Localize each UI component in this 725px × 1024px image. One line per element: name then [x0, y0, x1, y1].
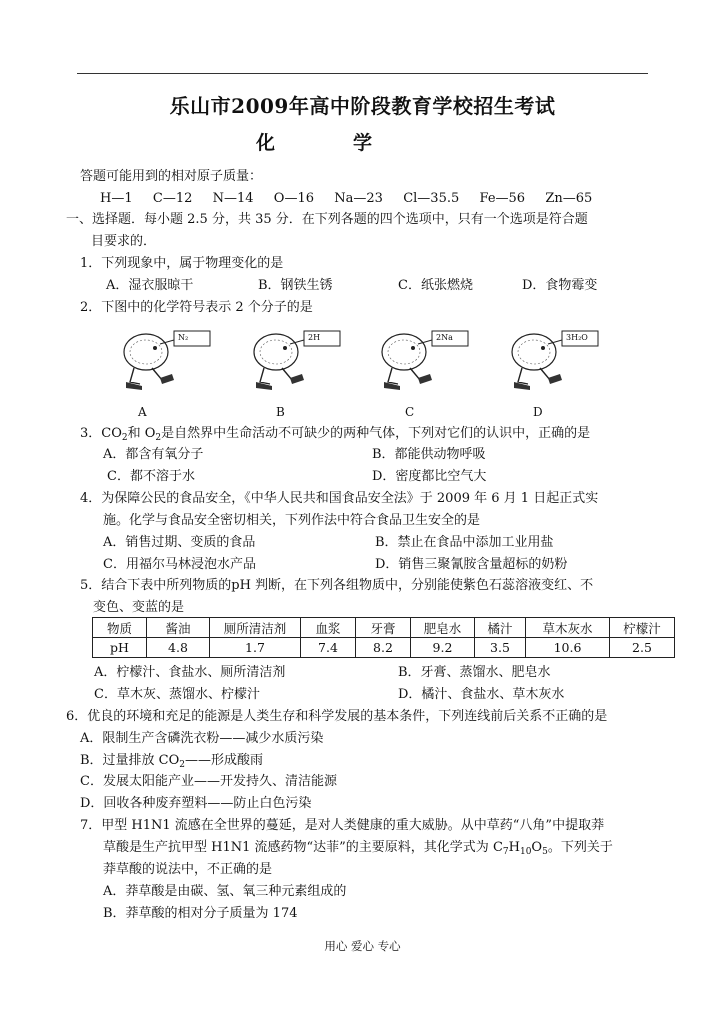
figure-label: B — [276, 405, 285, 419]
subject-char-1: 化 — [256, 132, 276, 154]
exam-title: 乐山市2009年高中阶段教育学校招生考试 — [169, 94, 556, 118]
figure-label: C — [405, 405, 415, 419]
question-6-stem: 6．优良的环境和充足的能源是人类生存和科学发展的基本条件，下列连线前后关系不正确的是 — [66, 709, 608, 724]
section-1-instructions-cont: 目要求的． — [91, 234, 157, 249]
cartoon-figure — [378, 328, 488, 394]
cartoon-character-icon — [378, 328, 488, 394]
question-5-stem: 5．结合下表中所列物质的pH 判断，在下列各组物质中，分别能使紫色石蕊溶液变红、不 — [80, 578, 594, 593]
figure-label: A — [138, 405, 147, 419]
table-cell: 肥皂水 — [411, 618, 475, 638]
question-6-option-a: A．限制生产含磷洗衣粉——减少水质污染 — [80, 731, 324, 746]
question-1-option-a: A．湿衣服晾干 — [106, 278, 194, 293]
question-1-stem: 1．下列现象中，属于物理变化的是 — [80, 256, 284, 271]
question-1-option-d: D．食物霉变 — [522, 278, 598, 293]
atomic-mass-intro: 答题可能用到的相对原子质量： — [80, 169, 263, 184]
section-1-instructions: 一、选择题．每小题 2.5 分，共 35 分．在下列各题的四个选项中，只有一个选项是符合题 — [66, 212, 588, 227]
cartoon-figure — [250, 328, 360, 394]
question-5-stem-cont: 变色、变蓝的是 — [93, 600, 185, 615]
question-4-option-d: D．销售三聚氰胺含量超标的奶粉 — [375, 557, 568, 572]
table-cell: pH — [93, 638, 147, 658]
subject-char-2: 学 — [353, 132, 373, 154]
question-4-option-c: C．用福尔马林浸泡水产品 — [103, 557, 256, 572]
table-row — [93, 618, 675, 638]
cartoon-character-icon — [120, 328, 230, 394]
question-1-option-b: B．钢铁生锈 — [258, 278, 333, 293]
question-6-option-d: D．回收各种废弃塑料——防止白色污染 — [80, 796, 312, 811]
question-4-option-b: B．禁止在食品中添加工业用盐 — [375, 535, 554, 550]
cartoon-figure — [120, 328, 230, 394]
question-5-option-d: D．橘汁、食盐水、草木灰水 — [398, 687, 565, 702]
question-3-stem: 3．$CO_2$和 $O_2$是自然界中生命活动不可缺少的两种气体，下列对它们的认识中，正确的是 — [80, 426, 591, 443]
question-7-stem-cont: 草酸是生产抗甲型 H1N1 流感药物“达菲”的主要原料，其化学式为 $C_7H_{10}O_5$。下列关于 — [103, 840, 613, 857]
table-cell: 橘汁 — [475, 618, 526, 638]
figure-label: D — [533, 405, 543, 419]
speech-bubble-text: 3H₂O — [566, 333, 588, 342]
question-4-stem-cont: 施。化学与食品安全密切相关，下列作法中符合食品卫生安全的是 — [103, 513, 481, 528]
table-cell: 4.8 — [147, 638, 210, 658]
cartoon-character-icon — [250, 328, 360, 394]
speech-bubble-text: 2Na — [436, 333, 453, 342]
top-rule — [77, 73, 648, 74]
table-cell: 10.6 — [526, 638, 610, 658]
question-7-option-a: A．莽草酸是由碳、氢、氧三种元素组成的 — [103, 884, 347, 899]
cartoon-figure — [508, 328, 618, 394]
table-cell: 酱油 — [147, 618, 210, 638]
question-1-option-c: C．纸张燃烧 — [398, 278, 473, 293]
cartoon-character-icon — [508, 328, 618, 394]
table-cell: 柠檬汁 — [610, 618, 675, 638]
table-cell: 物质 — [93, 618, 147, 638]
table-cell: 厕所清洁剂 — [210, 618, 301, 638]
question-7-stem-cont-2: 莽草酸的说法中，不正确的是 — [103, 862, 273, 877]
question-3-option-a: A．都含有氧分子 — [103, 447, 204, 462]
question-3-option-b: B．都能供动物呼吸 — [372, 447, 486, 462]
question-5-option-b: B．牙膏、蒸馏水、肥皂水 — [398, 665, 551, 680]
ph-table — [92, 617, 675, 658]
table-row — [93, 638, 675, 658]
question-4-option-a: A．销售过期、变质的食品 — [103, 535, 256, 550]
question-3-option-c: C．都不溶于水 — [107, 469, 195, 484]
table-cell: 8.2 — [356, 638, 411, 658]
question-3-option-d: D．密度都比空气大 — [372, 469, 487, 484]
table-cell: 血浆 — [301, 618, 356, 638]
speech-bubble-text: N₂ — [178, 333, 189, 342]
page-footer: 用心 爱心 专心 — [324, 939, 401, 953]
question-6-option-b: B．过量排放 $CO_2——$形成酸雨 — [80, 753, 264, 770]
question-2-stem: 2．下图中的化学符号表示 2 个分子的是 — [80, 300, 313, 315]
table-cell: 2.5 — [610, 638, 675, 658]
speech-bubble-text: 2H — [308, 333, 321, 342]
question-7-stem: 7．甲型 H1N1 流感在全世界的蔓延，是对人类健康的重大威胁。从中草药“八角”中提取莽 — [80, 818, 605, 833]
table-cell: 7.4 — [301, 638, 356, 658]
question-5-option-a: A．柠檬汁、食盐水、厕所清洁剂 — [94, 665, 286, 680]
table-cell: 牙膏 — [356, 618, 411, 638]
table-cell: 1.7 — [210, 638, 301, 658]
question-4-stem: 4．为保障公民的食品安全，《中华人民共和国食品安全法》于 2009 年 6 月 1 日起正式实 — [80, 491, 599, 506]
question-5-option-c: C．草木灰、蒸馏水、柠檬汁 — [94, 687, 260, 702]
question-7-option-b: B．莽草酸的相对分子质量为 174 — [103, 906, 298, 921]
table-cell: 9.2 — [411, 638, 475, 658]
subject-title — [256, 128, 372, 155]
table-cell: 3.5 — [475, 638, 526, 658]
question-6-option-c: C．发展太阳能产业——开发持久、清洁能源 — [80, 774, 337, 789]
table-cell: 草木灰水 — [526, 618, 610, 638]
atomic-mass-list: H—1 C—12 N—14 O—16 Na—23 Cl—35.5 Fe—56 Zn—65 — [100, 191, 593, 206]
